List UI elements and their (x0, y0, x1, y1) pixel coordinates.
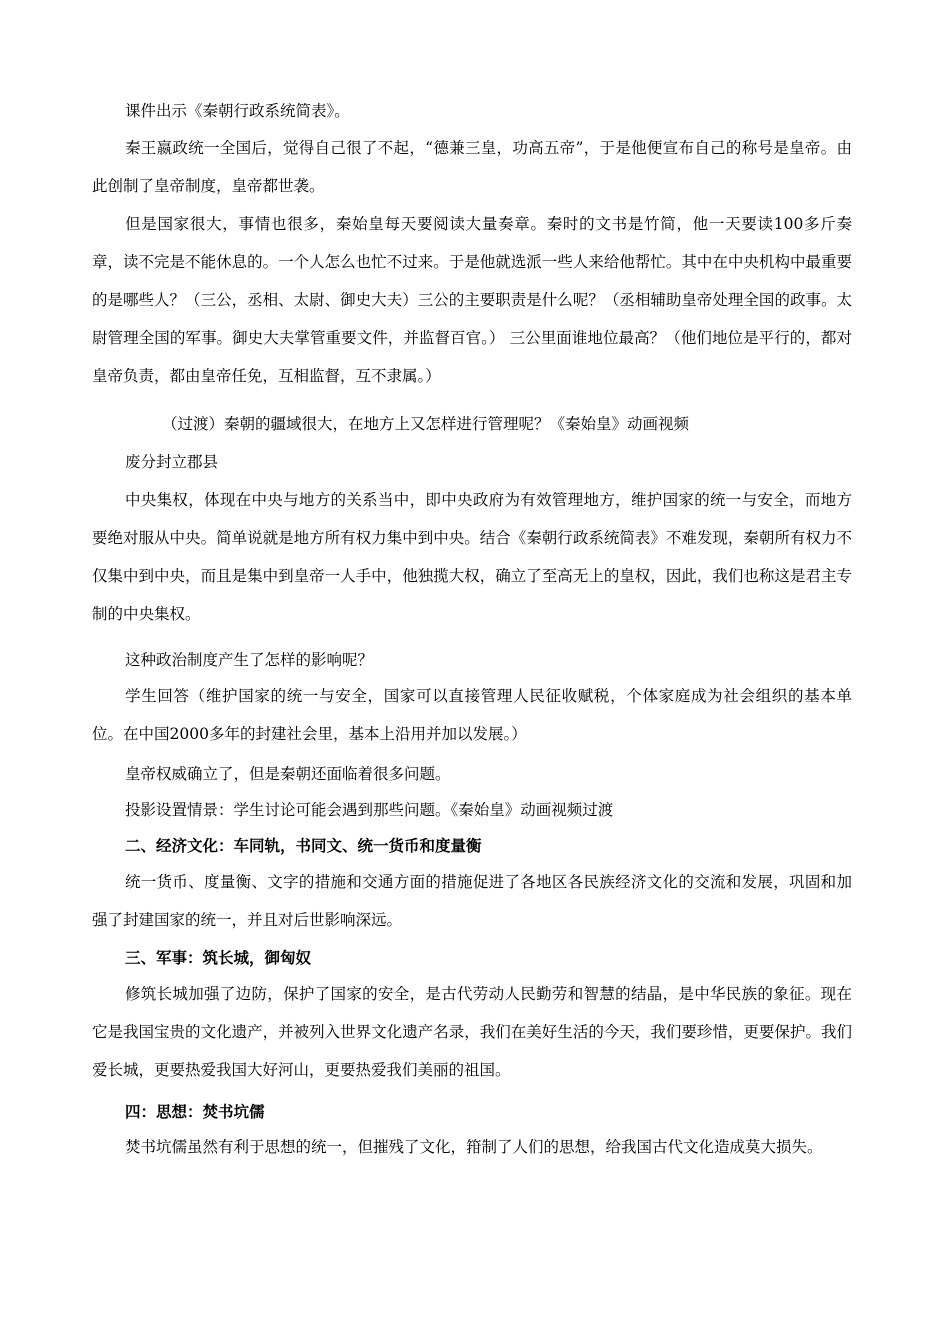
paragraph-burning-books: 焚书坑儒虽然有利于思想的统一，但摧残了文化，箝制了人们的思想，给我国古代文化造成莫大损失。 (125, 1138, 823, 1156)
paragraph-transition: （过渡）秦朝的疆域很大，在地方上又怎样进行管理呢？《秦始皇》动画视频 (162, 415, 690, 433)
heading-thought: 四：思想：焚书坑儒 (125, 1102, 265, 1121)
paragraph-centralization: 中央集权，体现在中央与地方的关系当中，即中央政府为有效管理地方，维护国家的统一与安全，而地方要绝对服从中央。简单说就是地方所有权力集中到中央。结合《秦朝行政系统简表》不难发现，秦朝所有权力不仅集中到中央，而且是集中到皇帝一人手中，他独揽大权，确立了至高无上的皇权，因此，我们也称这是君主专制的中央集权。 (92, 491, 852, 623)
paragraph-emperor-title: 秦王嬴政统一全国后，觉得自己很了不起，“德兼三皇，功高五帝”，于是他便宣布自己的称号是皇帝。由此创制了皇帝制度，皇帝都世袭。 (92, 139, 852, 195)
paragraph-problems: 皇帝权威确立了，但是秦朝还面临着很多问题。 (125, 765, 451, 783)
paragraph-economy-culture: 统一货币、度量衡、文字的措施和交通方面的措施促进了各地区各民族经济文化的交流和发展，巩固和加强了封建国家的统一，并且对后世影响深远。 (92, 873, 852, 929)
heading-economy-culture: 二、经济文化：车同轨，书同文、统一货币和度量衡 (125, 836, 482, 855)
paragraph-prefectures: 废分封立郡县 (125, 453, 219, 471)
paragraph-three-dukes: 但是国家很大，事情也很多，秦始皇每天要阅读大量奏章。秦时的文书是竹简，他一天要读100多斤奏章，读不完是不能休息的。一个人怎么也忙不过来。于是他就选派一些人来给他帮忙。其中在中央机构中最重要的是哪些人？（三公，丞相、太尉、御史大夫）三公的主要职责是什么呢？（丞相辅助皇帝处理全国的政事。太尉管理全国的军事。御史大夫掌管重要文件，并监督百官。） 三公里面谁地位最高？（他们地位是平行的，都对皇帝负责，都由皇帝任免，互相监督，互不隶属。） (92, 215, 852, 385)
paragraph-impact-question: 这种政治制度产生了怎样的影响呢？ (125, 651, 374, 669)
paragraph-great-wall: 修筑长城加强了边防，保护了国家的安全，是古代劳动人民勤劳和智慧的结晶，是中华民族的象征。现在它是我国宝贵的文化遗产，并被列入世界文化遗产名录，我们在美好生活的今天，我们要珍惜，更要保护。我们爱长城，更要热爱我国大好河山，更要热爱我们美丽的祖国。 (92, 985, 852, 1079)
paragraph-projection: 投影设置情景：学生讨论可能会遇到那些问题。《秦始皇》动画视频过渡 (125, 801, 614, 819)
paragraph-courseware: 课件出示《秦朝行政系统简表》。 (125, 102, 350, 120)
heading-military: 三、军事：筑长城，御匈奴 (125, 948, 312, 967)
paragraph-student-answer: 学生回答（维护国家的统一与安全，国家可以直接管理人民征收赋税，个体家庭成为社会组织的基本单位。在中国2000多年的封建社会里，基本上沿用并加以发展。） (92, 687, 852, 743)
